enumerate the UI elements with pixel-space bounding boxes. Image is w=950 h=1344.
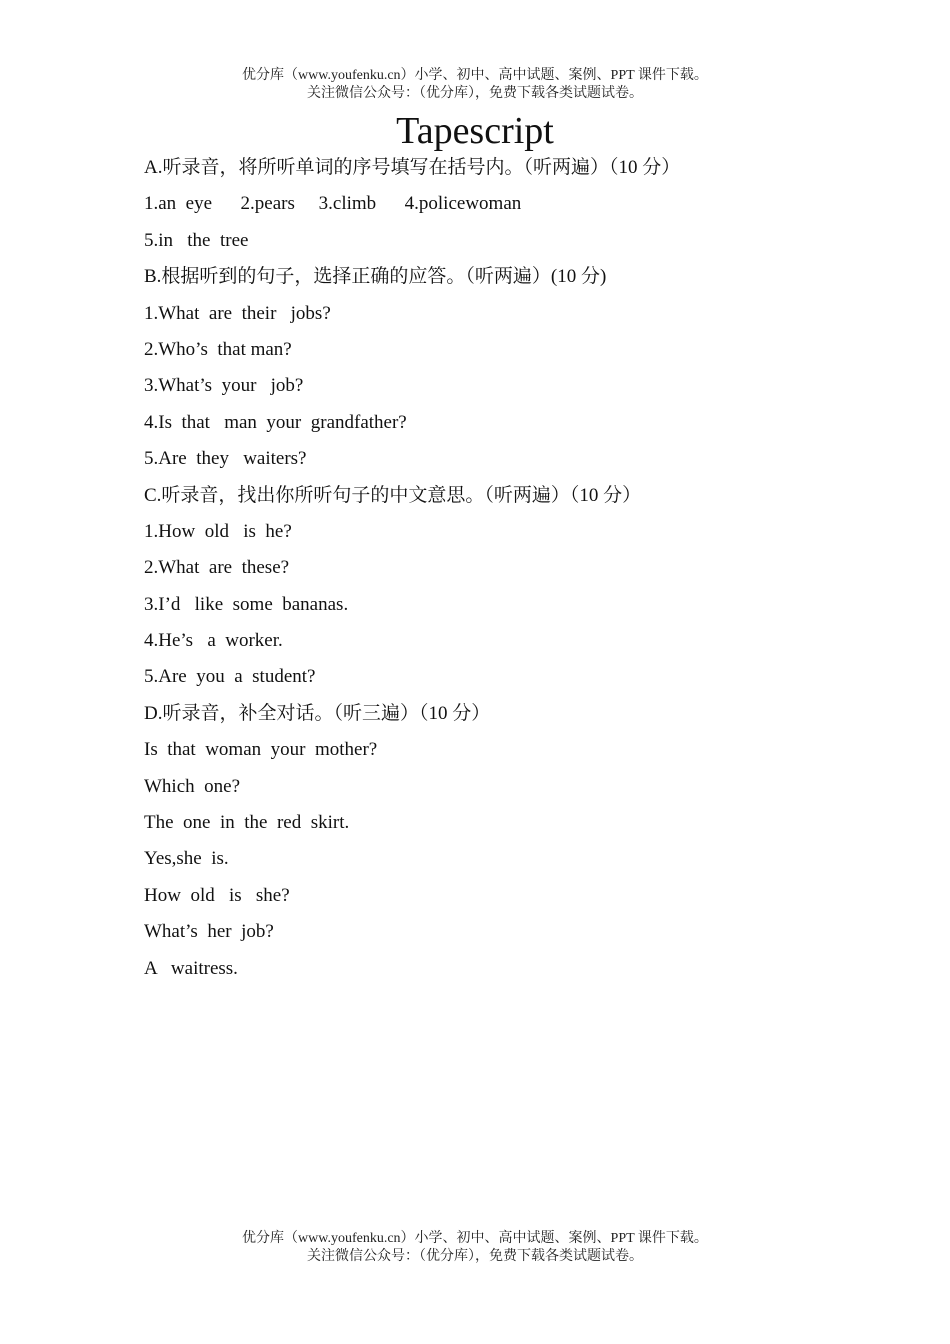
dialogue-line: The one in the red skirt. bbox=[144, 812, 350, 834]
section-a-item: 1.an eye 2.pears 3.climb 4.policewoman bbox=[144, 193, 522, 215]
section-a-item: 5.in the tree bbox=[144, 229, 249, 251]
section-b-item: 1.What are their jobs? bbox=[144, 302, 331, 324]
dialogue-line: A waitress. bbox=[144, 957, 238, 979]
section-b-heading: B.根据听到的句子，选择正确的应答。（听两遍）(10 分) bbox=[144, 266, 607, 288]
dialogue-line: Which one? bbox=[144, 775, 241, 797]
footer-line-2: 关注微信公众号：（优分库），免费下载各类试题试卷。 bbox=[307, 1249, 643, 1264]
document-body bbox=[144, 150, 844, 987]
page-footer bbox=[0, 1230, 950, 1266]
page-title: Tapescript bbox=[396, 110, 554, 152]
section-c-item: 1.How old is he? bbox=[144, 520, 292, 542]
section-b-item: 5.Are they waiters? bbox=[144, 448, 307, 470]
dialogue-line: Yes,she is. bbox=[144, 848, 229, 870]
section-c-item: 4.He’s a worker. bbox=[144, 630, 283, 652]
header-line-2: 关注微信公众号：（优分库），免费下载各类试题试卷。 bbox=[307, 86, 643, 101]
dialogue-line: How old is she? bbox=[144, 884, 290, 906]
section-d-heading: D.听录音，补全对话。（听三遍）（10 分） bbox=[144, 702, 491, 724]
section-a-heading: A.听录音，将所听单词的序号填写在括号内。（听两遍）（10 分） bbox=[144, 157, 681, 178]
section-c-heading: C.听录音，找出你所听句子的中文意思。（听两遍）（10 分） bbox=[144, 484, 642, 506]
header-line-1: 优分库（www.youfenku.cn）小学、初中、高中试题、案例、PPT 课件下载。 bbox=[242, 68, 708, 83]
dialogue-line: Is that woman your mother? bbox=[144, 739, 378, 761]
section-c-item: 3.I’d like some bananas. bbox=[144, 593, 349, 615]
page-header bbox=[0, 67, 950, 103]
section-b-item: 4.Is that man your grandfather? bbox=[144, 411, 407, 433]
dialogue-line: What’s her job? bbox=[144, 921, 274, 943]
footer-line-1: 优分库（www.youfenku.cn）小学、初中、高中试题、案例、PPT 课件下载。 bbox=[242, 1231, 708, 1246]
section-b-item: 2.Who’s that man? bbox=[144, 338, 292, 360]
section-c-item: 2.What are these? bbox=[144, 557, 290, 579]
section-b-item: 3.What’s your job? bbox=[144, 375, 304, 397]
section-c-item: 5.Are you a student? bbox=[144, 666, 316, 688]
